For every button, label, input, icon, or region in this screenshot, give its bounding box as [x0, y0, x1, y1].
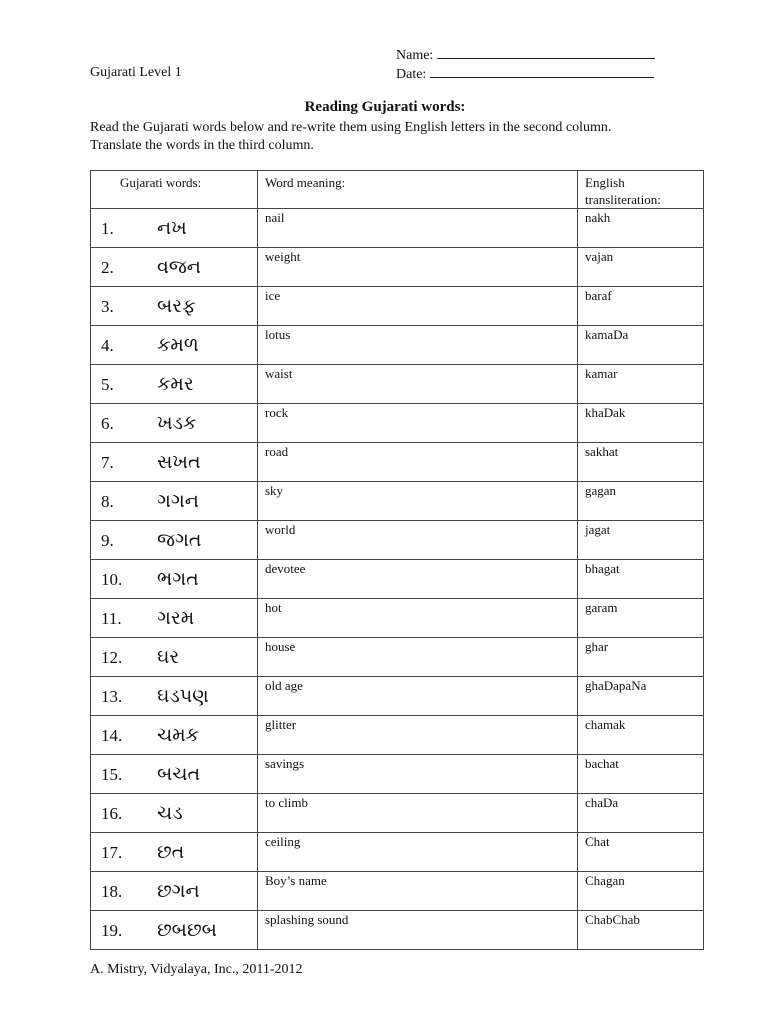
row-number: 10.	[101, 570, 123, 589]
transliteration-cell[interactable]: Chat	[578, 833, 704, 872]
word-meaning-cell[interactable]: rock	[258, 404, 578, 443]
name-field[interactable]	[396, 46, 655, 64]
column-header-meaning: Word meaning:	[258, 171, 578, 209]
transliteration-cell[interactable]: vajan	[578, 248, 704, 287]
gujarati-word: બરફ	[157, 295, 196, 317]
word-meaning-cell[interactable]: sky	[258, 482, 578, 521]
gujarati-word: ચમક	[157, 724, 200, 746]
row-number: 13.	[101, 687, 123, 706]
word-meaning-cell[interactable]: lotus	[258, 326, 578, 365]
transliteration-cell[interactable]: baraf	[578, 287, 704, 326]
word-meaning-cell[interactable]: ice	[258, 287, 578, 326]
transliteration-cell[interactable]: ChabChab	[578, 911, 704, 950]
word-meaning-cell[interactable]: savings	[258, 755, 578, 794]
instructions	[90, 119, 710, 155]
row-number: 9.	[101, 531, 114, 550]
row-number: 5.	[101, 375, 114, 394]
table-row	[91, 365, 704, 404]
transliteration-cell[interactable]: kamar	[578, 365, 704, 404]
row-number: 7.	[101, 453, 114, 472]
transliteration-cell[interactable]: ghar	[578, 638, 704, 677]
row-number: 19.	[101, 921, 123, 940]
table-row	[91, 794, 704, 833]
gujarati-word-cell	[91, 677, 258, 716]
word-meaning-cell[interactable]: waist	[258, 365, 578, 404]
transliteration-cell[interactable]: jagat	[578, 521, 704, 560]
row-number: 6.	[101, 414, 114, 433]
transliteration-cell[interactable]: bachat	[578, 755, 704, 794]
gujarati-word-cell	[91, 911, 258, 950]
transliteration-cell[interactable]: chaDa	[578, 794, 704, 833]
gujarati-word: છત	[157, 841, 185, 863]
instruction-line: Translate the words in the third column.	[90, 138, 314, 153]
footer-credit: A. Mistry, Vidyalaya, Inc., 2011-2012	[90, 962, 303, 977]
gujarati-word-cell	[91, 365, 258, 404]
column-header-gujarati: Gujarati words:	[91, 171, 258, 209]
word-meaning-cell[interactable]: world	[258, 521, 578, 560]
word-meaning-cell[interactable]: old age	[258, 677, 578, 716]
table-row	[91, 716, 704, 755]
row-number: 4.	[101, 336, 114, 355]
word-meaning-cell[interactable]: house	[258, 638, 578, 677]
table-row	[91, 872, 704, 911]
row-number: 17.	[101, 843, 123, 862]
word-meaning-cell[interactable]: nail	[258, 209, 578, 248]
table-row	[91, 599, 704, 638]
transliteration-cell[interactable]: sakhat	[578, 443, 704, 482]
transliteration-cell[interactable]: chamak	[578, 716, 704, 755]
row-number: 8.	[101, 492, 114, 511]
table-row	[91, 677, 704, 716]
transliteration-cell[interactable]: nakh	[578, 209, 704, 248]
gujarati-word: ભગત	[157, 568, 199, 590]
word-meaning-cell[interactable]: road	[258, 443, 578, 482]
gujarati-word: ઘડપણ	[157, 685, 209, 707]
column-header-transliteration: English transliteration:	[578, 171, 704, 209]
row-number: 14.	[101, 726, 123, 745]
gujarati-word-cell	[91, 248, 258, 287]
date-blank-line[interactable]	[430, 65, 654, 78]
gujarati-word-cell	[91, 794, 258, 833]
gujarati-word-cell	[91, 209, 258, 248]
word-meaning-cell[interactable]: splashing sound	[258, 911, 578, 950]
gujarati-word-cell	[91, 833, 258, 872]
transliteration-cell[interactable]: bhagat	[578, 560, 704, 599]
row-number: 16.	[101, 804, 123, 823]
row-number: 18.	[101, 882, 123, 901]
date-field[interactable]	[396, 65, 654, 83]
row-number: 12.	[101, 648, 123, 667]
transliteration-cell[interactable]: gagan	[578, 482, 704, 521]
table-row	[91, 209, 704, 248]
gujarati-word: ખડક	[157, 412, 197, 434]
page-title: Reading Gujarati words:	[304, 99, 466, 115]
row-number: 3.	[101, 297, 114, 316]
table-row	[91, 326, 704, 365]
word-meaning-cell[interactable]: hot	[258, 599, 578, 638]
word-meaning-cell[interactable]: ceiling	[258, 833, 578, 872]
gujarati-word: જગત	[157, 529, 202, 551]
gujarati-word-cell	[91, 716, 258, 755]
gujarati-word: છગન	[157, 880, 200, 902]
gujarati-word-cell	[91, 482, 258, 521]
gujarati-word: કમર	[157, 373, 194, 395]
row-number: 2.	[101, 258, 114, 277]
table-row	[91, 833, 704, 872]
word-meaning-cell[interactable]: weight	[258, 248, 578, 287]
table-row	[91, 911, 704, 950]
table-row	[91, 443, 704, 482]
gujarati-word-cell	[91, 521, 258, 560]
gujarati-word: નખ	[157, 217, 187, 239]
gujarati-word-cell	[91, 404, 258, 443]
gujarati-word-cell	[91, 287, 258, 326]
gujarati-word: સખત	[157, 451, 201, 473]
gujarati-word: ગરમ	[157, 607, 195, 629]
name-label: Name:	[396, 48, 434, 63]
transliteration-cell[interactable]: kamaDa	[578, 326, 704, 365]
transliteration-cell[interactable]: ghaDapaNa	[578, 677, 704, 716]
gujarati-word: વજન	[157, 256, 201, 278]
gujarati-word: ચડ	[157, 802, 183, 824]
table-header-row	[91, 171, 704, 209]
date-label: Date:	[396, 67, 427, 82]
gujarati-word-cell	[91, 755, 258, 794]
word-meaning-cell[interactable]: devotee	[258, 560, 578, 599]
table-row	[91, 287, 704, 326]
gujarati-word-cell	[91, 638, 258, 677]
gujarati-word-cell	[91, 599, 258, 638]
name-blank-line[interactable]	[437, 46, 655, 59]
table-row	[91, 560, 704, 599]
gujarati-word: ગગન	[157, 490, 199, 512]
gujarati-word: કમળ	[157, 334, 199, 356]
row-number: 15.	[101, 765, 123, 784]
gujarati-word-cell	[91, 872, 258, 911]
table-row	[91, 482, 704, 521]
instruction-line: Read the Gujarati words below and re-write them using English letters in the second column.	[90, 120, 612, 135]
row-number: 1.	[101, 219, 114, 238]
transliteration-cell[interactable]: Chagan	[578, 872, 704, 911]
gujarati-word-cell	[91, 560, 258, 599]
gujarati-word-cell	[91, 443, 258, 482]
table-row	[91, 638, 704, 677]
transliteration-cell[interactable]: khaDak	[578, 404, 704, 443]
word-meaning-cell[interactable]: glitter	[258, 716, 578, 755]
row-number: 11.	[101, 609, 122, 628]
word-meaning-cell[interactable]: Boy’s name	[258, 872, 578, 911]
gujarati-word: ઘર	[157, 646, 180, 668]
table-row	[91, 521, 704, 560]
course-level: Gujarati Level 1	[90, 65, 182, 80]
table-row	[91, 404, 704, 443]
gujarati-word: બચત	[157, 763, 201, 785]
word-meaning-cell[interactable]: to climb	[258, 794, 578, 833]
gujarati-word: છબછબ	[157, 919, 217, 941]
table-row	[91, 248, 704, 287]
worksheet-table	[90, 170, 704, 950]
table-row	[91, 755, 704, 794]
transliteration-cell[interactable]: garam	[578, 599, 704, 638]
gujarati-word-cell	[91, 326, 258, 365]
